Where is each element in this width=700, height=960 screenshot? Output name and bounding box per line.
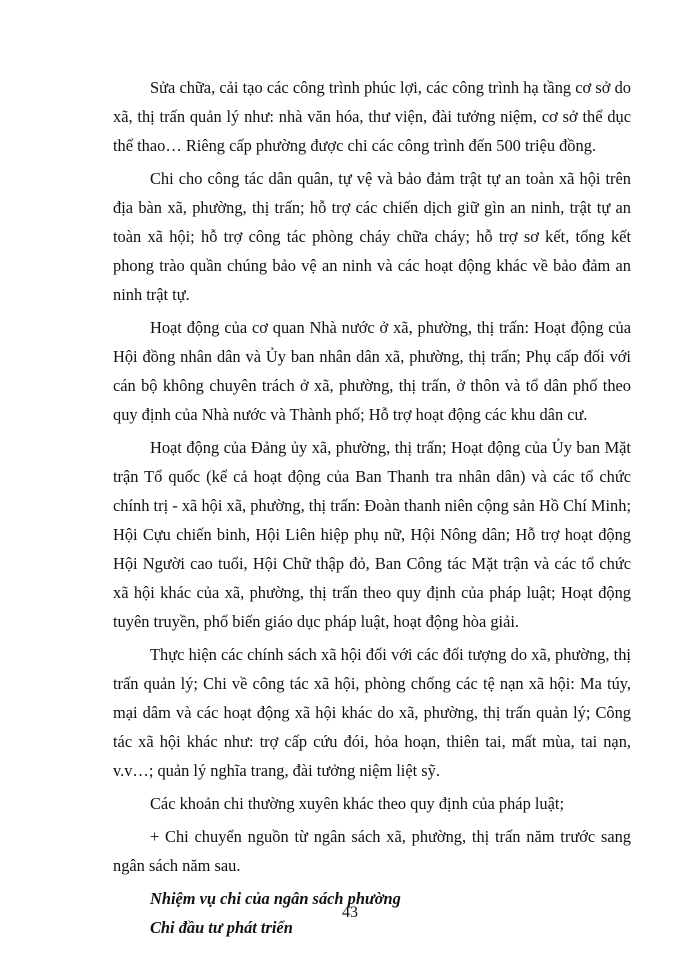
paragraph-public-works: Sửa chữa, cải tạo các công trình phúc lợi, các công trình hạ tầng cơ sở do xã, thị trấn quản lý như: nhà văn hóa, thư viện, đài tưởng niệm, cơ sở thể dục thể thao… Riêng cấp phường được chi các công trình đến 500 triệu đồng.: [113, 78, 631, 155]
paragraph-social-policy: Thực hiện các chính sách xã hội đối với các đối tượng do xã, phường, thị trấn quản lý; Chi về công tác xã hội, phòng chống các tệ nạn xã hội: Ma túy, mại dâm và các hoạt động xã hội khác do xã, phường, thị trấn quản lý; Công tác xã hội khác như: trợ cấp cứu đói, hỏa hoạn, thiên tai, mất mùa, tai nạn, v.v…; quản lý nghĩa trang, đài tưởng niệm liệt sỹ.: [113, 645, 631, 780]
document-body: [113, 73, 631, 942]
paragraph-state-agencies: Hoạt động của cơ quan Nhà nước ở xã, phường, thị trấn: Hoạt động của Hội đồng nhân dân và Ủy ban nhân dân xã, phường, thị trấn; Phụ cấp đối với cán bộ không chuyên trách ở xã, phường, thị trấn, ở thôn và tổ dân phố theo quy định của Nhà nước và Thành phố; Hỗ trợ hoạt động các khu dân cư.: [113, 318, 631, 424]
paragraph-other-expenses: Các khoản chi thường xuyên khác theo quy định của pháp luật;: [150, 794, 565, 813]
page-number: 43: [342, 904, 358, 921]
section-heading-development-investment: Chi đầu tư phát triển: [150, 918, 293, 937]
section-heading-ward-budget: Nhiệm vụ chi của ngân sách phường: [150, 889, 401, 908]
paragraph-security: Chi cho công tác dân quân, tự vệ và bảo đảm trật tự an toàn xã hội trên địa bàn xã, phường, thị trấn; hỗ trợ các chiến dịch giữ gìn an ninh, trật tự an toàn xã hội; hỗ trợ công tác phòng cháy chữa cháy; hỗ trợ sơ kết, tổng kết phong trào quần chúng bảo vệ an ninh và các hoạt động khác về bảo đảm an ninh trật tự.: [113, 169, 631, 304]
paragraph-party-organizations: Hoạt động của Đảng ủy xã, phường, thị trấn; Hoạt động của Ủy ban Mặt trận Tổ quốc (kể cả hoạt động của Ban Thanh tra nhân dân) và các tổ chức chính trị - xã hội xã, phường, thị trấn: Đoàn thanh niên cộng sản Hồ Chí Minh; Hội Cựu chiến binh, Hội Liên hiệp phụ nữ, Hội Nông dân; Hỗ trợ hoạt động Hội Người cao tuổi, Hội Chữ thập đỏ, Ban Công tác Mặt trận và các tổ chức xã hội khác của xã, phường, thị trấn theo quy định của pháp luật; Hoạt động tuyên truyền, phổ biến giáo dục pháp luật, hoạt động hòa giải.: [113, 438, 631, 631]
paragraph-budget-transfer: + Chi chuyển nguồn từ ngân sách xã, phường, thị trấn năm trước sang ngân sách năm sau.: [113, 827, 631, 875]
